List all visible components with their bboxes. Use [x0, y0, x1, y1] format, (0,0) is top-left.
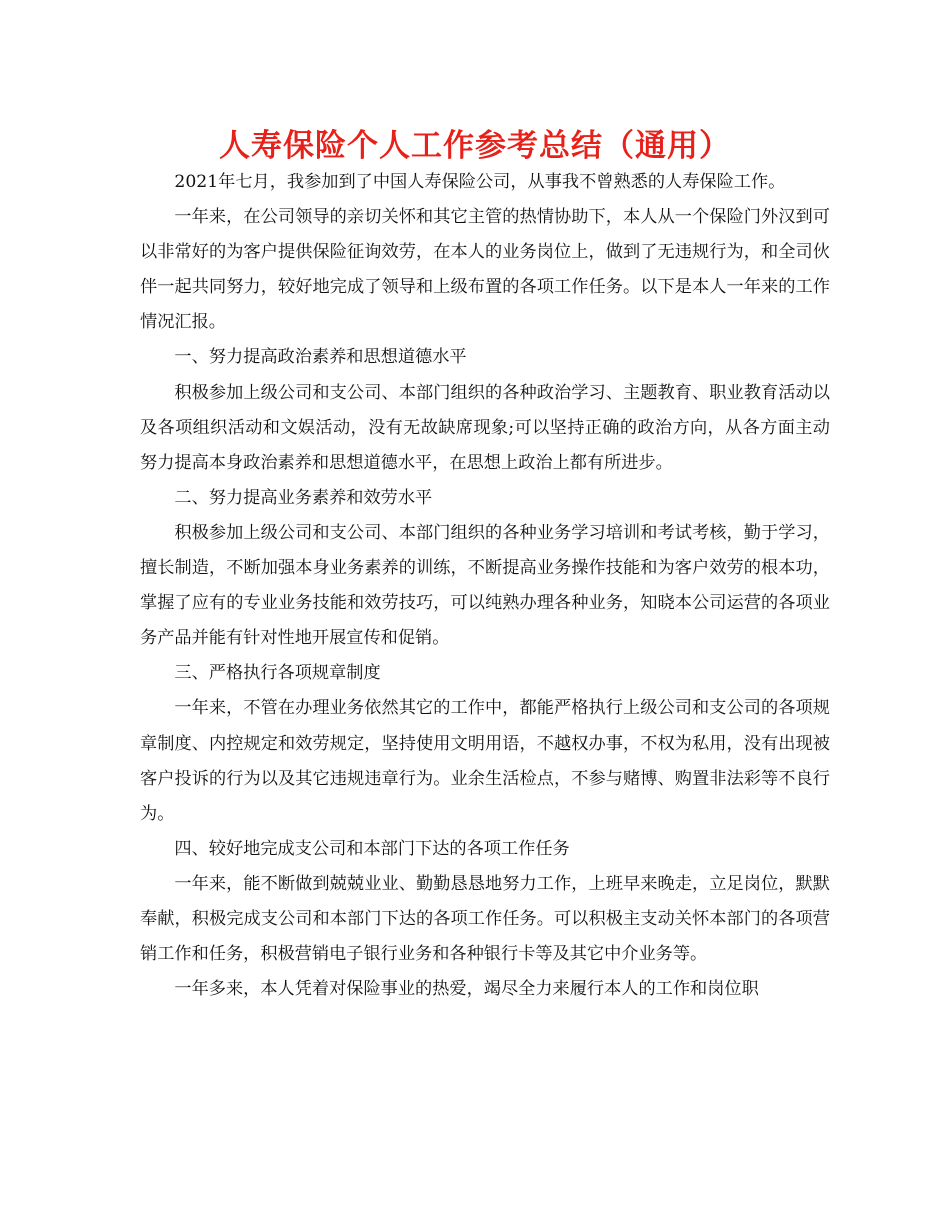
document-title: 人寿保险个人工作参考总结（通用）	[219, 128, 731, 164]
section-heading-4: 四、较好地完成支公司和本部门下达的各项工作任务	[174, 838, 570, 859]
paragraph-section-1: 积极参加上级公司和支公司、本部门组织的各种政治学习、主题教育、职业教育活动以及各项组织活动和文娱活动，没有无故缺席现象;可以坚持正确的政治方向，从各方面主动努力提高本身政治素养和思想道德水平，在思想上政治上都有所进步。	[140, 382, 830, 473]
document-body	[140, 165, 830, 1007]
paragraph-intro: 2021年七月，我参加到了中国人寿保险公司，从事我不曾熟悉的人寿保险工作。	[174, 172, 786, 192]
paragraph-section-3: 一年来，不管在办理业务依然其它的工作中，都能严格执行上级公司和支公司的各项规章制度、内控规定和效劳规定，坚持使用文明用语，不越权办事，不权为私用，没有出现被客户投诉的行为以及其它违规违章行为。业余生活检点，不参与赌博、购置非法彩等不良行为。	[140, 698, 830, 824]
section-heading-2: 二、努力提高业务素养和效劳水平	[174, 487, 433, 508]
paragraph-overview: 一年来，在公司领导的亲切关怀和其它主管的热情协助下，本人从一个保险门外汉到可以非常好的为客户提供保险征询效劳，在本人的业务岗位上，做到了无违规行为，和全司伙伴一起共同努力，较好地完成了领导和上级布置的各项工作任务。以下是本人一年来的工作情况汇报。	[140, 207, 830, 333]
paragraph-section-4: 一年来，能不断做到兢兢业业、勤勤恳恳地努力工作，上班早来晚走，立足岗位，默默奉献，积极完成支公司和本部门下达的各项工作任务。可以积极主支动关怀本部门的各项营销工作和任务，积极营销电子银行业务和各种银行卡等及其它中介业务等。	[140, 873, 830, 965]
section-heading-1: 一、努力提高政治素养和思想道德水平	[174, 347, 467, 368]
paragraph-closing: 一年多来，本人凭着对保险事业的热爱，竭尽全力来履行本人的工作和岗位职	[174, 979, 759, 1000]
section-heading-3: 三、严格执行各项规章制度	[174, 663, 381, 684]
paragraph-section-2: 积极参加上级公司和支公司、本部门组织的各种业务学习培训和考试考核，勤于学习，擅长制造，不断加强本身业务素养的训练，不断提高业务操作技能和为客户效劳的根本功，掌握了应有的专业业务技能和效劳技巧，可以纯熟办理各种业务，知晓本公司运营的各项业务产品并能有针对性地开展宣传和促销。	[140, 522, 830, 649]
